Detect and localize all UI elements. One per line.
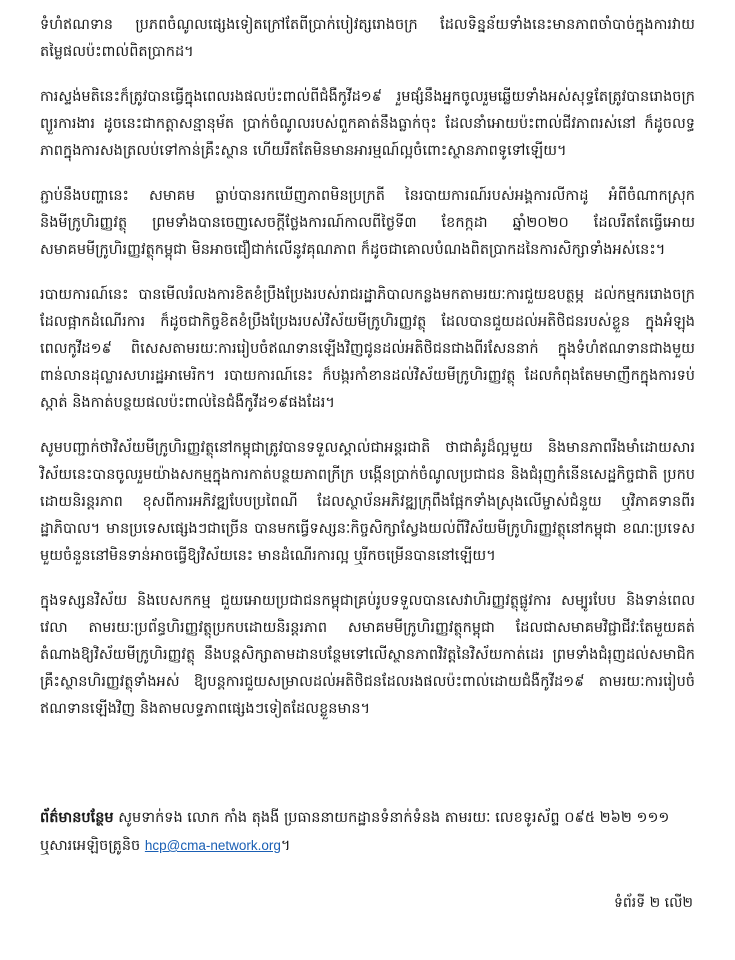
email-link[interactable]: hcp@cma-network.org — [144, 838, 281, 853]
paragraph-2: ការស្ទង់មតិនេះក៏ត្រូវបានធ្វើក្នុងពេលរងផលប៉ះពាល់ពីជំងឺកូវីដ១៩ រួមផ្សំនឹងអ្នកចូលរួមឆ្លើយទាំងអស់សុទ្ធតែត្រូវបានរោងចក្រព្យួរការងារ ដូចនេះជាកត្តាសន្មានុម័ត ប្រាក់ចំណូលរបស់ពួកគាត់នឹងធ្លាក់ចុះ ដែលនាំអោយប៉ះពាល់ជីវភាពរស់នៅ ក៏ដូចលទ្ធភាពក្នុងការសងត្រលប់ទៅកាន់គ្រឹះស្ថាន ហើយរឹតតែមិនមានអារម្មណ៍ល្អចំពោះស្ថានភាពទូទៅឡើយ។ — [40, 89, 695, 159]
paragraph-3: ភ្ជាប់នឹងបញ្ហានេះ សមាគម ធ្លាប់បានរកឃើញភាពមិនប្រក្រតី នៃរបាយការណ៍របស់អង្គការលីកាដូ អំពីចំណាកស្រុកនិងមីក្រូហិរញ្ញវត្ថុ ព្រមទាំងបានចេញសេចក្តីថ្លែងការណ៍កាលពីថ្ងៃទី៣ ខែកក្កដា ឆ្នាំ២០២០ ដែលរឹតតែធ្វើអោយសមាគមមីក្រូហិរញ្ញវត្ថុកម្ពុជា មិនអាចជឿជាក់លើនូវគុណភាព ក៏ដូចជាគោលបំណងពិតប្រាកដនៃការសិក្សាទាំងអស់នេះ។ — [40, 188, 695, 258]
contact-end: ។ — [280, 838, 291, 854]
page-number: ទំព័រទី ២ លើ២ — [614, 895, 693, 911]
contact-info — [40, 805, 680, 860]
paragraph-5: សូមបញ្ជាក់ថាវិស័យមីក្រូហិរញ្ញវត្ថុនៅកម្ពុជាត្រូវបានទទួលស្គាល់ជាអន្តរជាតិ ថាជាគំរូដ៏ល្អមួយ និងមានភាពរឹងមាំដោយសារវិស័យនេះបានចូលរួមយ៉ាងសកម្មក្នុងការកាត់បន្ថយភាពក្រីក្រ បង្កើនប្រាក់ចំណូលប្រជាជន និងជំរុញកំនើនសេដ្ឋកិច្ចជាតិ ប្រកបដោយនិរន្តរភាព ខុសពីការអភិវឌ្ឍបែបប្រពៃណី ដែលស្ថាប័នអភិវឌ្ឍក្រុពឹងផ្អែកទាំងស្រុងលើម្ចាស់ជំនួយ ឬវិភាគទានពីរដ្ឋាភិបាល។ មានប្រទេសផ្សេងៗជាច្រើន បានមកធ្វើទស្សនៈកិច្ចសិក្សាស្វែងយល់ពីវិស័យមីក្រូហិរញ្ញវត្ថុនៅកម្ពុជា ខណៈប្រទេសមួយចំនួននៅមិនទាន់អាចធ្វើឱ្យវិស័យនេះ មានដំណើរការល្អ ឬរីកចម្រើនបាននៅឡើយ។ — [40, 440, 695, 564]
paragraph-6: ក្នុងទស្សនវិស័យ និងបេសកកម្ម ជួយអោយប្រជាជនកម្ពុជាគ្រប់រូបទទួលបានសេវាហិរញ្ញវត្ថុផ្លូវការ សម្បូរបែប និងទាន់ពេលវេលា តាមរយៈប្រព័ន្ធហិរញ្ញវត្ថុប្រកបដោយនិរន្តរភាព សមាគមមីក្រូហិរញ្ញវត្ថុកម្ពុជា ដែលជាសមាគមវិជ្ជាជីវៈតែមួយគត់តំណាងឱ្យវិស័យមីក្រូហិរញ្ញវត្ថុ នឹងបន្តសិក្សាតាមដានបន្ថែមទៅលើស្ថានភាពវិវត្តនៃវិស័យកាត់ដេរ ព្រមទាំងជំរុញដល់សមាជិកគ្រឹះស្ថានហិរញ្ញវត្ថុទាំងអស់ ឱ្យបន្តការជួយសម្រាលដល់អតិថិជនដែលរងផលប៉ះពាល់ដោយជំងឺកូវីដ១៩ តាមរយៈការរៀបចំឥណទានឡើងវិញ និងតាមលទ្ធភាពផ្សេងៗទៀតដែលខ្លួនមាន។ — [40, 593, 695, 717]
paragraph-4: របាយការណ៍នេះ បានមើលរំលងការខិតខំប្រឹងប្រែងរបស់រាជរដ្ឋាភិបាលកន្លងមកតាមរយៈការជួយឧបត្ថម្ភ ដល់កម្មកររោងចក្រដែលផ្អាកដំណើរការ ក៏ដូចជាកិច្ចខិតខំប្រឹងប្រែងរបស់វិស័យមីក្រូហិរញ្ញវត្ថុ ដែលបានជួយដល់អតិថិជនរបស់ខ្លួន ក្នុងអំឡុងពេលកូវីដ១៩ ពិសេសតាមរយៈការរៀបចំឥណទានឡើងវិញជូនដល់អតិថិជនជាងពីរសែននាក់ ក្នុងទំហំឥណទានជាងមួយពាន់លានដុល្លារសហរដ្ឋអាមេរិក។ របាយការណ៍នេះ ក៏បង្ករកាំខានដល់វិស័យមីក្រូហិរញ្ញវត្ថុ ដែលកំពុងតែមមាញឹកក្នុងការទប់ស្កាត់ និងកាត់បន្ថយផលប៉ះពាល់នៃជំងឺកូវីដ១៩ផងដែរ។ — [40, 287, 695, 411]
contact-text: សូមទាក់ទង លោក កាំង តុងងី ប្រធាននាយកដ្ឋានទំនាក់ទំនង តាមរយៈ លេខទូរស័ព្ទ ០៩៥ ២៦២ ១១១ ឬសារអេឡិចត្រូនិច — [40, 810, 670, 854]
contact-label: ព័ត៌មានបន្ថែម — [40, 810, 114, 826]
paragraph-1: ទំហំឥណទាន ប្រភពចំណូលផ្សេងទៀតក្រៅតែពីប្រាក់បៀវត្សរោងចក្រ ដែលទិន្នន័យទាំងនេះមានភាពចាំបាច់ក្នុងការវាយតម្លៃផលប៉ះពាល់ពិតប្រាកដ។ — [40, 17, 695, 60]
document-body — [40, 12, 695, 741]
